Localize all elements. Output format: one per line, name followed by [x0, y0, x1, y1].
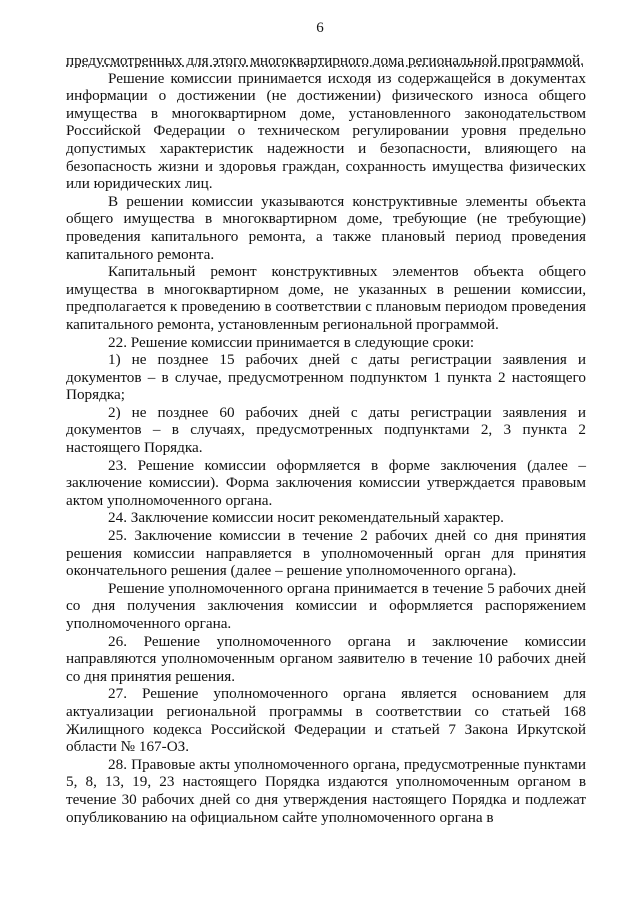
paragraph-item-22-1: 1) не позднее 15 рабочих дней с даты регистрации заявления и документов – в случае, предусмотренном подпунктом 1 пункта 2 настоящего Порядка; [66, 351, 586, 404]
paragraph-item-26: 26. Решение уполномоченного органа и заключение комиссии направляются уполномоченным органом заявителю в течение 10 рабочих дней со дня принятия решения. [66, 632, 586, 685]
paragraph-item-22: 22. Решение комиссии принимается в следующие сроки: [108, 333, 475, 351]
paragraph-continuation: предусмотренных для этого многоквартирного дома региональной программой. [66, 52, 584, 69]
paragraph-capital-repair: Капитальный ремонт конструктивных элементов объекта общего имущества в многоквартирном доме, не указанных в решении комиссии, предполагается к проведению в соответствии с плановым периодом проведения капитального ремонта, установленным региональной программой. [66, 263, 586, 333]
paragraph-item-24: 24. Заключение комиссии носит рекомендательный характер. [108, 509, 504, 527]
paragraph-item-25: 25. Заключение комиссии в течение 2 рабочих дней со дня принятия решения комиссии направляется в уполномоченный орган для принятия окончательного решения (далее – решение уполномоченного органа). [66, 527, 586, 580]
paragraph-item-27: 27. Решение уполномоченного органа является основанием для актуализации региональной программы в соответствии со статьей 168 Жилищного кодекса Российской Федерации и статьей 7 Закона Иркутской области № 167-ОЗ. [66, 685, 586, 756]
paragraph-item-22-2: 2) не позднее 60 рабочих дней с даты регистрации заявления и документов – в случаях, предусмотренных подпунктами 2, 3 пункта 2 настоящего Порядка. [66, 403, 586, 457]
page-number: 6 [316, 20, 324, 36]
paragraph-item-23: 23. Решение комиссии оформляется в форме заключения (далее – заключение комиссии). Форма заключения комиссии утверждается правовым актом уполномоченного органа. [66, 456, 586, 509]
paragraph-authority-decision: Решение уполномоченного органа принимается в течение 5 рабочих дней со дня получения заключения комиссии и оформляется распоряжением уполномоченного органа. [66, 579, 586, 632]
paragraph-decision-elements: В решении комиссии указываются конструктивные элементы объекта общего имущества в многоквартирном доме, требующие (не требующие) проведения капитального ремонта, а также плановый период проведения капитального ремонта. [66, 192, 586, 263]
paragraph-item-28: 28. Правовые акты уполномоченного органа, предусмотренные пунктами 5, 8, 13, 19, 23 настоящего Порядка издаются уполномоченным органом в течение 30 рабочих дней со дня утверждения настоящего Порядка и подлежат опубликованию на официальном сайте уполномоченного органа в [66, 755, 586, 826]
paragraph-commission-decision-basis: Решение комиссии принимается исходя из содержащейся в документах информации о достижении (не достижении) физического износа общего имущества в многоквартирном доме, установленного законодательством Российской Федерации о техническом регулировании уровня предельно допустимых характеристик надежности и безопасности, влияющего на безопасность жизни и здоровья граждан, сохранность имущества физических или юридических лиц. [66, 69, 586, 193]
